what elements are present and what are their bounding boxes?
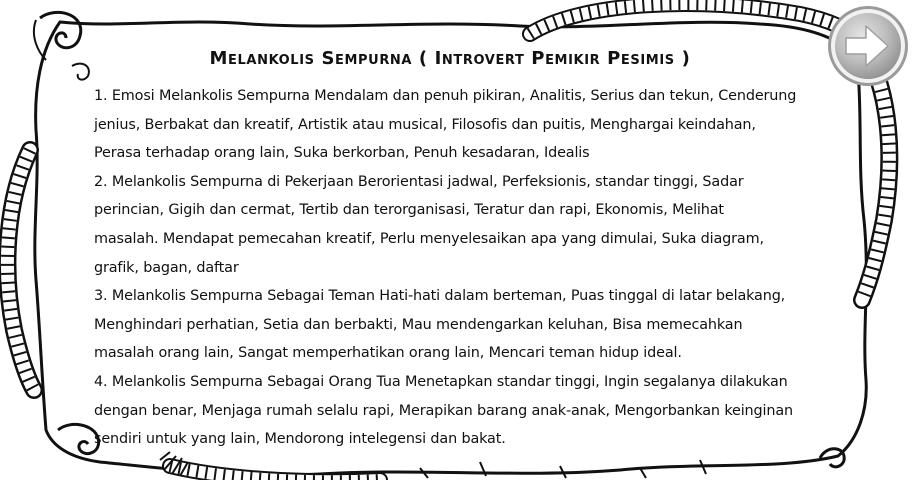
text-line: masalah. Mendapat pemecahan kreatif, Perlu menyelesaikan apa yang dimulai, Suka diagram, [94,230,764,247]
text-line: grafik, bagan, daftar [94,259,239,276]
text-line: sendiri untuk yang lain, Mendorong intelegensi dan bakat. [94,431,506,448]
text-line: 2. Melankolis Sempurna di Pekerjaan Berorientasi jadwal, Perfeksionis, standar tinggi, Sadar [94,173,744,190]
text-line: masalah orang lain, Sangat memperhatikan orang lain, Mencari teman hidup ideal. [94,345,682,362]
text-line: dengan benar, Menjaga rumah selalu rapi, Merapikan barang anak-anak, Mengorbankan keinginan [94,402,793,419]
next-button[interactable] [826,4,910,88]
page-title: Melankolis Sempurna ( Introvert Pemikir Pesimis ) [209,48,691,69]
text-line: 1. Emosi Melankolis Sempurna Mendalam dan penuh pikiran, Analitis, Serius dan tekun, Cenderung [94,88,797,104]
text-line: 3. Melankolis Sempurna Sebagai Teman Hati-hati dalam berteman, Puas tinggal di latar belakang, [94,288,786,305]
text-line: perincian, Gigih dan cermat, Tertib dan terorganisasi, Teratur dan rapi, Ekonomis, Melihat [94,202,724,219]
point-friend [94,282,864,368]
text-line: 4. Melankolis Sempurna Sebagai Orang Tua Menetapkan standar tinggi, Ingin segalanya dilakukan [94,373,788,390]
point-parent [94,368,864,454]
arrow-right-icon [826,4,910,88]
text-line: jenius, Berbakat dan kreatif, Artistik atau musical, Filosofis dan puitis, Menghargai keindahan, [94,116,756,133]
text-line: Menghindari perhatian, Setia dan berbakti, Mau mendengarkan keluhan, Bisa memecahkan [94,316,743,333]
point-work [94,168,864,282]
point-emotion [94,82,864,168]
trait-list [94,82,864,454]
rope-left [7,150,34,390]
text-line: Perasa terhadap orang lain, Suka berkorban, Penuh kesadaran, Idealis [94,145,590,162]
